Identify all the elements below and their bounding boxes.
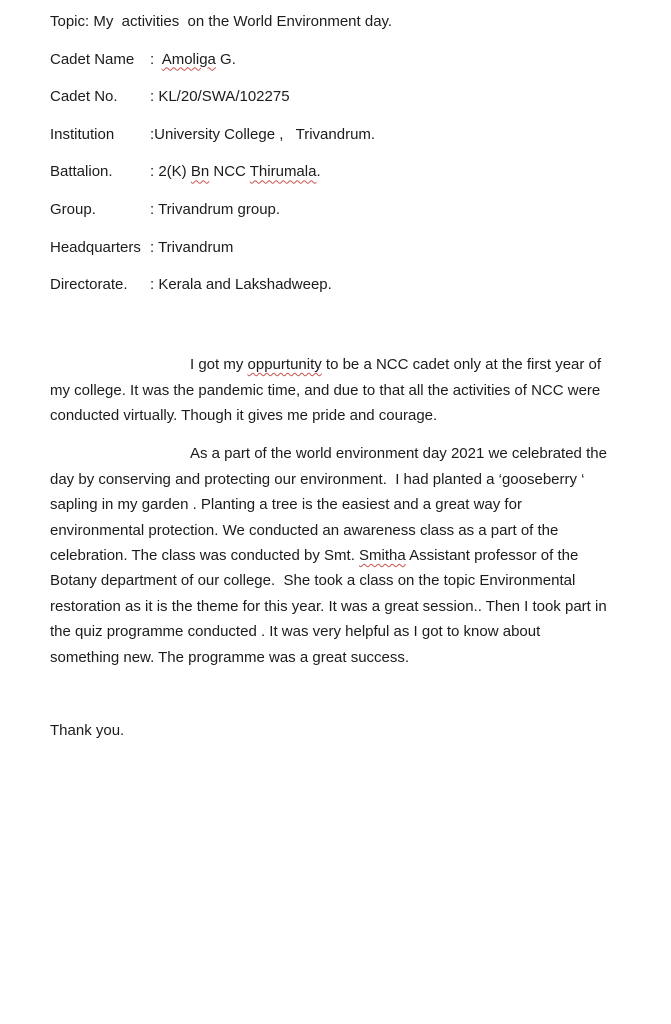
text-segment: to be a NCC cadet only at the first year of [321, 356, 602, 374]
misspelled-word: Bn [190, 163, 210, 181]
text-segment: : Trivandrum [150, 238, 234, 256]
text-segment: As a part of the world environment day 2021 we celebrated the [190, 445, 607, 463]
text-segment: sapling in my garden . Planting a tree is the easiest and a great way for [50, 496, 522, 514]
text-line [50, 467, 671, 492]
text-line [50, 543, 671, 568]
text-segment: :University College , Trivandrum. [150, 125, 376, 143]
text-line [50, 378, 671, 403]
header-field [50, 162, 671, 182]
text-line [50, 594, 671, 619]
text-line [50, 492, 671, 517]
field-label: Cadet Name [50, 50, 135, 68]
misspelled-word: Amoliga [161, 50, 216, 68]
field-value [150, 201, 280, 218]
text-segment: celebration. The class was conducted by Smt. [50, 547, 360, 564]
text-segment: G. [215, 50, 236, 68]
header-field [50, 87, 671, 107]
header-field [50, 238, 671, 258]
paragraph [50, 352, 671, 428]
text-line [50, 518, 671, 543]
text-segment: : 2(K) [150, 163, 191, 181]
field-value [150, 239, 233, 256]
misspelled-word: Thirumala [249, 163, 317, 181]
text-segment: I got my [190, 356, 248, 374]
field-value [150, 163, 321, 180]
field-value [150, 51, 236, 68]
text-segment: Botany department of our college. She took a class on the topic Environmental [50, 572, 576, 590]
text-segment: : KL/20/SWA/102275 [150, 88, 290, 106]
header-field [50, 50, 671, 70]
text-segment: : Kerala and Lakshadweep. [150, 276, 332, 294]
text-segment: . [316, 163, 321, 181]
misspelled-word: Smitha [359, 547, 406, 564]
text-segment: something new. The programme was a great success. [50, 648, 410, 666]
field-value [150, 126, 375, 143]
text-segment: restoration as it is the theme for this year. It was a great session.. Then I took part in [50, 597, 607, 615]
text-line [50, 352, 671, 377]
topic-line: Topic: My activities on the World Environment day. [50, 13, 393, 30]
text-line [50, 619, 671, 644]
text-line [50, 403, 671, 428]
text-segment: : [150, 50, 162, 68]
field-label: Cadet No. [50, 88, 118, 106]
text-segment: : Trivandrum group. [150, 200, 281, 218]
text-segment: the quiz programme conducted . It was very helpful as I got to know about [50, 623, 541, 641]
header-field [50, 125, 671, 145]
text-segment: day by conserving and protecting our environment. I had planted a ‘gooseberry ‘ [50, 470, 585, 488]
field-label: Institution [50, 125, 115, 143]
header-field [50, 200, 671, 220]
text-segment: environmental protection. We conducted an awareness class as a part of the [50, 521, 559, 539]
text-line [50, 441, 671, 466]
field-label: Headquarters [50, 238, 141, 256]
text-segment: my college. It was the pandemic time, and due to that all the activities of NCC were [50, 381, 601, 399]
text-segment: conducted virtually. Though it gives me pride and courage. [50, 406, 438, 424]
field-value [150, 276, 332, 293]
body-paragraphs [50, 352, 671, 670]
field-label: Battalion. [50, 163, 113, 181]
misspelled-word: oppurtunity [247, 356, 322, 374]
closing-line: Thank you. [50, 722, 125, 740]
text-segment: NCC [209, 163, 250, 181]
header-fields [50, 50, 671, 296]
text-line [50, 645, 671, 670]
text-line [50, 568, 671, 593]
text-segment: Assistant professor of the [405, 547, 579, 564]
paragraph [50, 441, 671, 670]
header-field [50, 275, 671, 295]
field-label: Group. [50, 200, 96, 218]
field-label: Directorate. [50, 276, 128, 294]
field-value [150, 88, 290, 105]
